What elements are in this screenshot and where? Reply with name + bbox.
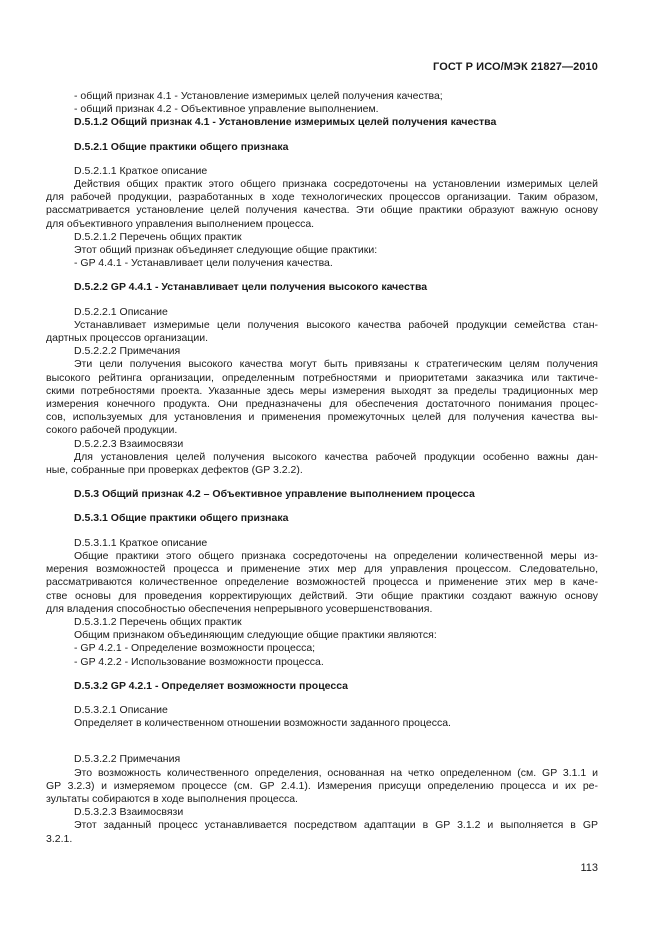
list-item: - общий признак 4.2 - Объективное управление выполнением. [74,103,379,116]
document-header: ГОСТ Р ИСО/МЭК 21827—2010 [433,61,598,73]
subsection-title: D.5.2.2.3 Взаимосвязи [74,437,184,450]
section-heading: D.5.3.1 Общие практики общего признака [74,512,289,525]
list-item: - общий признак 4.1 - Установление измеримых целей получения качества; [74,90,443,102]
paragraph-line: мерения возможностей процесса и применение этих мер для управления процессом. Следовательно, [46,563,598,576]
paragraph-line: Это возможность количественного определения, основанная на четко определенном (см. GP 3.1.1 и [74,766,598,779]
paragraph-line: Этот общий признак объединяет следующие общие практики: [74,244,378,257]
subsection-title: D.5.2.1.2 Перечень общих практик [74,230,242,243]
paragraph-line: зультаты собираются в ходе выполнения процесса. [46,792,298,805]
paragraph-line: Для установления целей получения высокого качества рабочей продукции особенно важны дан- [74,450,598,463]
section-heading: D.5.2.2 GP 4.4.1 - Устанавливает цели получения высокого качества [74,281,428,294]
paragraph-line: для рабочей продукции, разработанных в ходе технологических процессов организации. Таким образом, [46,191,598,204]
paragraph-line: 3.2.1. [46,832,73,845]
paragraph-line: Общим признаком объединяющим следующие общие практики являются: [74,629,437,642]
paragraph-line: высокого рейтинга организации, определенным потребностями и приоритетами заказчика или тактиче- [46,371,598,384]
section-heading: D.5.3 Общий признак 4.2 – Объективное управление выполнением процесса [74,488,475,501]
paragraph-line: дартных процессов организации. [46,332,209,345]
paragraph-line: Этот заданный процесс устанавливается посредством адаптации в GP 3.1.2 и выполняется в GP [74,819,598,832]
list-item: - GP 4.2.1 - Определение возможности процесса; [74,642,316,655]
paragraph-line: Определяет в количественном отношении возможности заданного процесса. [74,717,451,730]
subsection-title: D.5.3.2.2 Примечания [74,753,181,766]
subsection-title: D.5.2.1.1 Краткое описание [74,164,208,177]
paragraph-line: сокого рабочей продукции. [46,424,178,437]
paragraph-line: ные, собранные при проверках дефектов (GP 3.2.2). [46,464,303,477]
paragraph-line: рассматриваются количественное определение возможностей процесса и применение этих мер в каче- [46,576,598,589]
paragraph-line: стве основы для проведения корректирующих действий. Эти общие практики создают важную основу [46,589,598,602]
page-number: 113 [580,862,598,874]
subsection-title: D.5.2.2.2 Примечания [74,345,181,358]
document-body [46,90,598,846]
section-heading: D.5.2.1 Общие практики общего признака [74,140,289,153]
list-item: - GP 4.2.2 - Использование возможности процесса. [74,655,324,668]
subsection-title: D.5.3.2.1 Описание [74,703,168,716]
subsection-title: D.5.3.2.3 Взаимосвязи [74,806,184,819]
paragraph-line: Устанавливает измеримые цели получения высокого качества рабочей продукции семейства стан- [74,318,598,331]
paragraph-line: Действия общих практик этого общего признака сосредоточены на установлении измеримых целей [74,178,598,191]
paragraph-line: скими потребностями проекта. Указанные здесь меры измерения выходят за пределы традиционных мер [46,384,598,397]
subsection-title: D.5.2.2.1 Описание [74,305,168,318]
paragraph-line: для владения способностью обеспечения непрерывного усовершенствования. [46,602,433,615]
list-item: - GP 4.4.1 - Устанавливает цели получения качества. [74,257,333,270]
paragraph-line: Эти цели получения высокого качества могут быть привязаны к стратегическим целям получения [74,358,598,371]
subsection-title: D.5.3.1.2 Перечень общих практик [74,615,242,628]
paragraph-line: для объективного управления выполнением процесса. [46,217,315,230]
paragraph-line: сов, используемых для установления и применения промежуточных целей для получения качества вы- [46,411,598,424]
paragraph-line: измерения конечного продукта. Они предназначены для обеспечения достаточного понимания процес- [46,398,598,411]
section-heading: D.5.1.2 Общий признак 4.1 - Установление измеримых целей получения качества [74,116,497,129]
paragraph-line: GP 3.2.3) и измеряемом процессе (см. GP 2.4.1). Измерения присущи определению процесса и их ре- [46,779,598,792]
subsection-title: D.5.3.1.1 Краткое описание [74,536,208,549]
section-heading: D.5.3.2 GP 4.2.1 - Определяет возможности процесса [74,679,349,692]
paragraph-line: рассматривается установление целей получения качества. Эти общие практики образуют важную основу [46,204,598,217]
paragraph-line: Общие практики этого общего признака сосредоточены на определении количественной меры из- [74,549,598,562]
